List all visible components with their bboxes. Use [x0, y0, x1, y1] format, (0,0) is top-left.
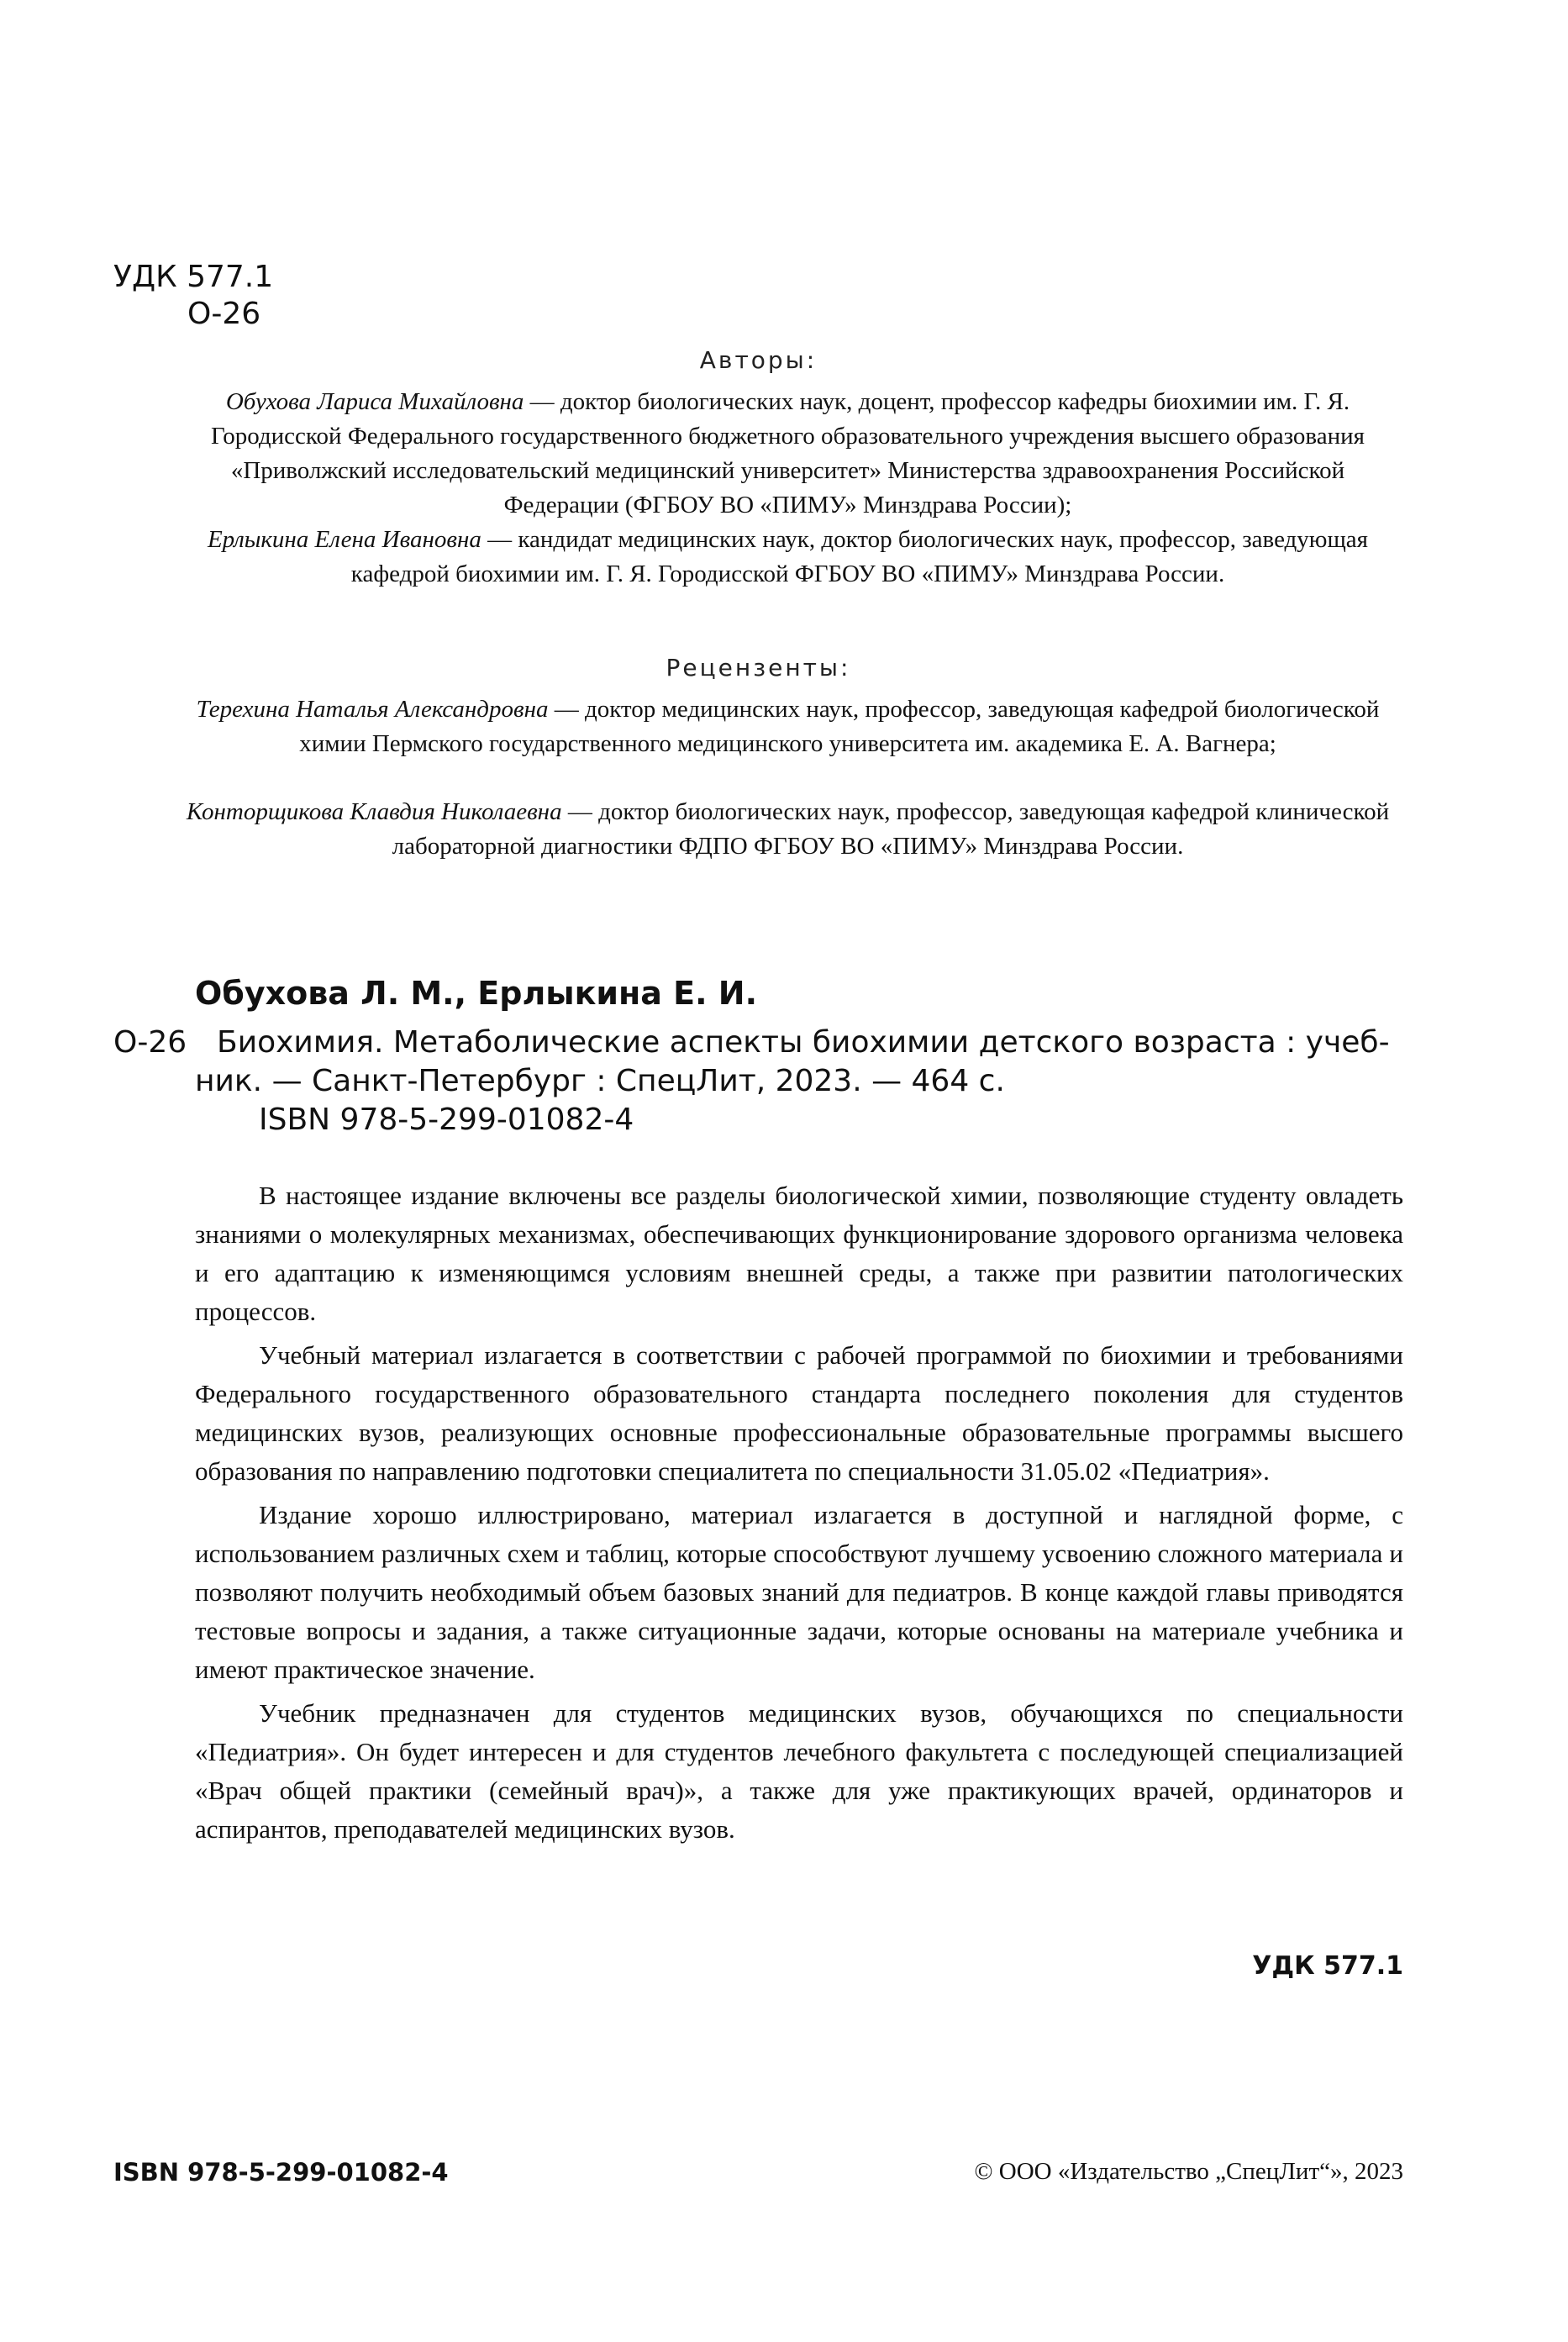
footer-isbn: ISBN 978-5-299-01082-4: [113, 2158, 449, 2187]
bibliography-authors: Обухова Л. М., Ерлыкина Е. И.: [195, 975, 758, 1012]
udk-footer-code: УДК 577.1: [1252, 1951, 1403, 1981]
udk-header: [113, 259, 273, 333]
reviewer-desc: — доктор биологических наук, профессор, заведующая кафедрой клинической лабораторной диагностики ФДПО ФГБОУ ВО «ПИМУ» Минздрава России.: [392, 798, 1390, 860]
footer-copyright: © ООО «Издательство „СпецЛит“», 2023: [974, 2158, 1403, 2185]
abstract-paragraph: В настоящее издание включены все разделы биологической химии, позволяющие студенту овладеть знаниями о молекулярных механизмах, обеспечивающих функционирование здорового организма человека и его адаптацию к изменяющимся условиям внешней среды, а также при развитии патологических процессов.: [195, 1181, 1403, 1326]
author-name: Ерлыкина Елена Ивановна: [207, 526, 481, 553]
author-entry: [176, 523, 1399, 592]
abstract-paragraph: Учебный материал излагается в соответствии с рабочей программой по биохимии и требованиями Федерального государственного образовательного стандарта последнего поколения для студентов медицинских вузов, реализующих основные профессиональные образовательные программы высшего образования по направлению подготовки специалитета по специальности 31.05.02 «Педиатрия».: [195, 1340, 1403, 1486]
bibliography-isbn: ISBN 978-5-299-01082-4: [259, 1103, 634, 1137]
author-entry: [176, 385, 1399, 523]
bibliography-code: О-26: [113, 1025, 187, 1060]
author-mark: О-26: [187, 297, 261, 331]
reviewer-name: Терехина Наталья Александровна: [196, 696, 549, 723]
author-name: Обухова Лариса Михайловна: [225, 388, 524, 415]
author-desc: — кандидат медицинских наук, доктор биологических наук, профессор, заведующая кафедрой биохимии им. Г. Я. Городисской ФГБОУ ВО «ПИМУ» Минздрава России.: [350, 526, 1369, 587]
authors-heading: Авторы:: [699, 346, 818, 374]
reviewer-entry: [176, 795, 1399, 864]
bibliography-title: Биохимия. Метаболические аспекты биохимии детского возраста : учеб-: [217, 1025, 1390, 1060]
abstract-paragraph: Учебник предназначен для студентов медицинских вузов, обучающихся по специальности «Педиатрия». Он будет интересен и для студентов лечебного факультета с последующей специализацией «Врач общей практики (семейный врач)», а также для уже практикующих врачей, ординаторов и аспирантов, преподавателей медицинских вузов.: [195, 1698, 1403, 1844]
abstract: [195, 1176, 1403, 1854]
reviewers-heading: Рецензенты:: [666, 654, 851, 682]
reviewer-name: Конторщикова Клавдия Николаевна: [186, 798, 562, 825]
reviewer-desc: — доктор медицинских наук, профессор, заведующая кафедрой биологической химии Пермского государственного медицинского университета им. академика Е. А. Вагнера;: [299, 696, 1380, 757]
udk-code: УДК 577.1: [113, 260, 274, 294]
author-desc: — доктор биологических наук, доцент, профессор кафедры биохимии им. Г. Я. Городисской Федерального государственного бюджетного образовательного учреждения высшего образования «Приволжский исследовательский медицинский университет» Министерства здравоохранения Российской Федерации (ФГБОУ ВО «ПИМУ» Минздрава России);: [211, 388, 1365, 518]
abstract-paragraph: Издание хорошо иллюстрировано, материал излагается в доступной и наглядной форме, с использованием различных схем и таблиц, которые способствуют лучшему усвоению сложного материала и позволяют получить необходимый объем базовых знаний для педиатров. В конце каждой главы приводятся тестовые вопросы и задания, а также ситуационные задачи, которые основаны на материале учебника и имеют практическое значение.: [195, 1500, 1403, 1684]
reviewer-entry: [176, 692, 1399, 761]
bibliography-imprint: ник. — Санкт-Петербург : СпецЛит, 2023. — 464 с.: [195, 1064, 1005, 1098]
